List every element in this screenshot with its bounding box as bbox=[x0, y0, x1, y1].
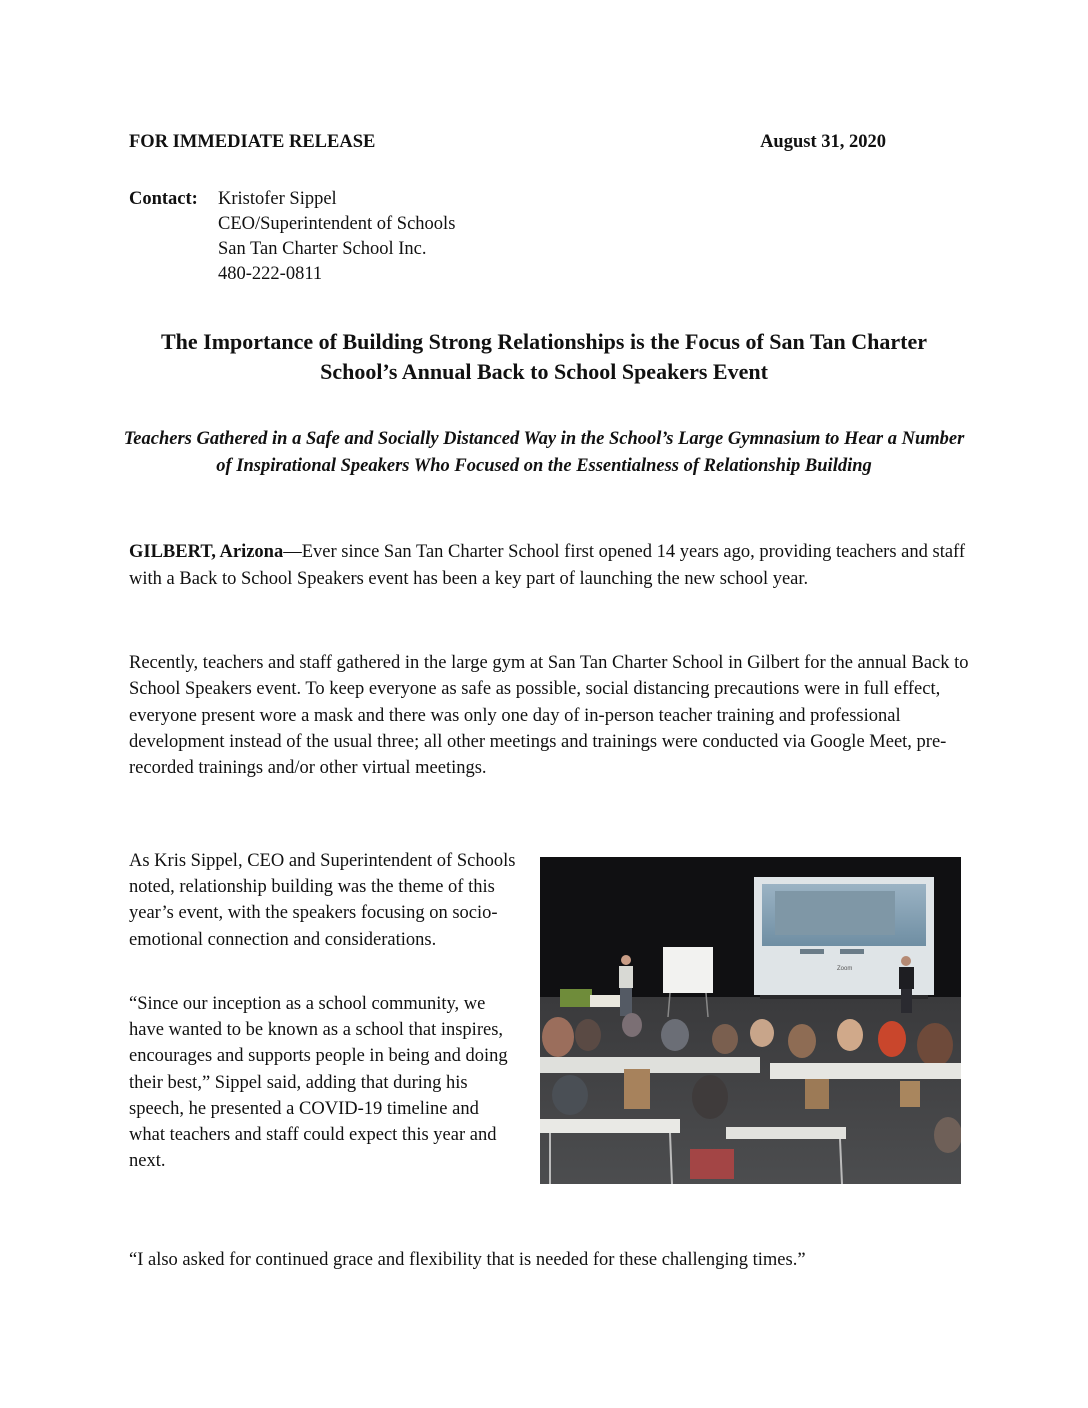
paragraph-5: “I also asked for continued grace and flexibility that is needed for these challenging times.” bbox=[129, 1250, 806, 1270]
paragraph-4: “Since our inception as a school community, we have wanted to be known as a school that inspires, encourages and supports people in being and doing their best,” Sippel said, adding that during his speech, he presented a COVID-19 timeline and what teachers and staff could expect this year and next. bbox=[129, 994, 508, 1172]
paragraph-3: As Kris Sippel, CEO and Superintendent of Schools noted, relationship building was the theme of this year’s event, with the speakers focusing on socio-emotional connection and considerations. bbox=[129, 851, 516, 950]
headline: The Importance of Building Strong Relationships is the Focus of San Tan Charter School’s Annual Back to School Speakers Event bbox=[160, 329, 928, 384]
paragraph-1 bbox=[129, 539, 969, 592]
contact-label: Contact: bbox=[129, 189, 198, 209]
contact-name: Kristofer Sippel bbox=[218, 189, 337, 209]
release-label: FOR IMMEDIATE RELEASE bbox=[129, 132, 376, 152]
contact-phone: 480-222-0811 bbox=[218, 264, 323, 284]
contact-organization: San Tan Charter School Inc. bbox=[218, 239, 427, 259]
screen-caption: Zoom bbox=[837, 966, 853, 972]
paragraph-1-text: —Ever since San Tan Charter School first opened 14 years ago, providing teachers and staff with a Back to School Speakers event has been a key part of launching the new school year. bbox=[129, 542, 966, 589]
gym-photo-illustration bbox=[540, 857, 961, 1184]
contact-title: CEO/Superintendent of Schools bbox=[218, 214, 456, 234]
subheadline: Teachers Gathered in a Safe and Socially Distanced Way in the School’s Large Gymnasium to Hear a Number of Inspirational Speakers Who Focused on the Essentialness of Relationship Building bbox=[123, 429, 965, 476]
release-line bbox=[129, 130, 886, 155]
release-date: August 31, 2020 bbox=[760, 132, 886, 152]
event-photo bbox=[540, 857, 961, 1184]
dateline: GILBERT, Arizona bbox=[129, 542, 284, 562]
contact-block bbox=[129, 187, 455, 287]
paragraph-2: Recently, teachers and staff gathered in the large gym at San Tan Charter School in Gilbert for the annual Back to School Speakers event. To keep everyone as safe as possible, social distancing precautions were in full effect, everyone present wore a mask and there was only one day of in-person teacher training and professional development instead of the usual three; all other meetings and trainings were conducted via Google Meet, pre-recorded trainings and/or other virtual meetings. bbox=[129, 653, 969, 779]
